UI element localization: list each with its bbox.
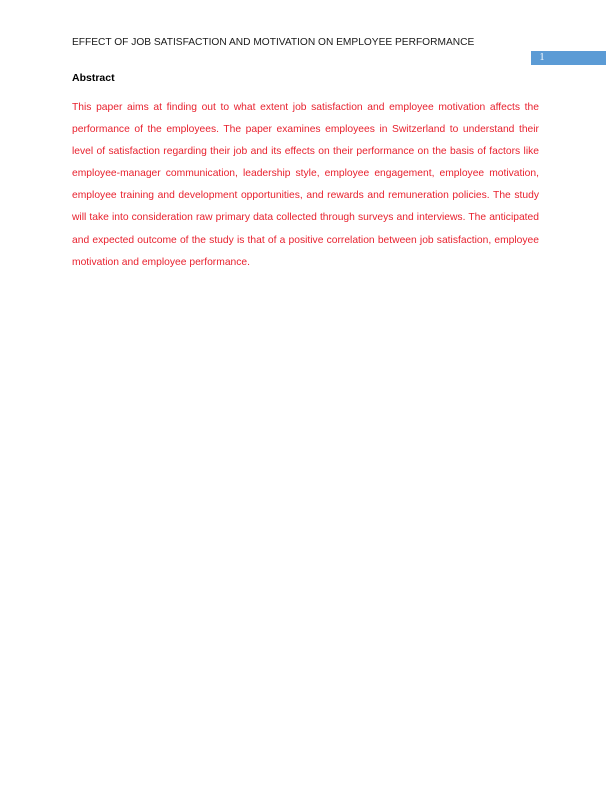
page-number: 1 [539, 52, 545, 63]
abstract-heading: Abstract [72, 72, 115, 84]
running-header-title: EFFECT OF JOB SATISFACTION AND MOTIVATION ON EMPLOYEE PERFORMANCE [72, 37, 475, 48]
page-number-bar [531, 51, 606, 65]
abstract-paragraph: This paper aims at finding out to what extent job satisfaction and employee motivation affects the performance of the employees. The paper examines employees in Switzerland to understand their level of satisfaction regarding their job and its effects on their performance on the basis of factors like employee-manager communication, leadership style, employee engagement, employee motivation, employee training and development opportunities, and rewards and remuneration policies. The study will take into consideration raw primary data collected through surveys and interviews. The anticipated and expected outcome of the study is that of a positive correlation between job satisfaction, employee motivation and employee performance. [72, 102, 539, 268]
